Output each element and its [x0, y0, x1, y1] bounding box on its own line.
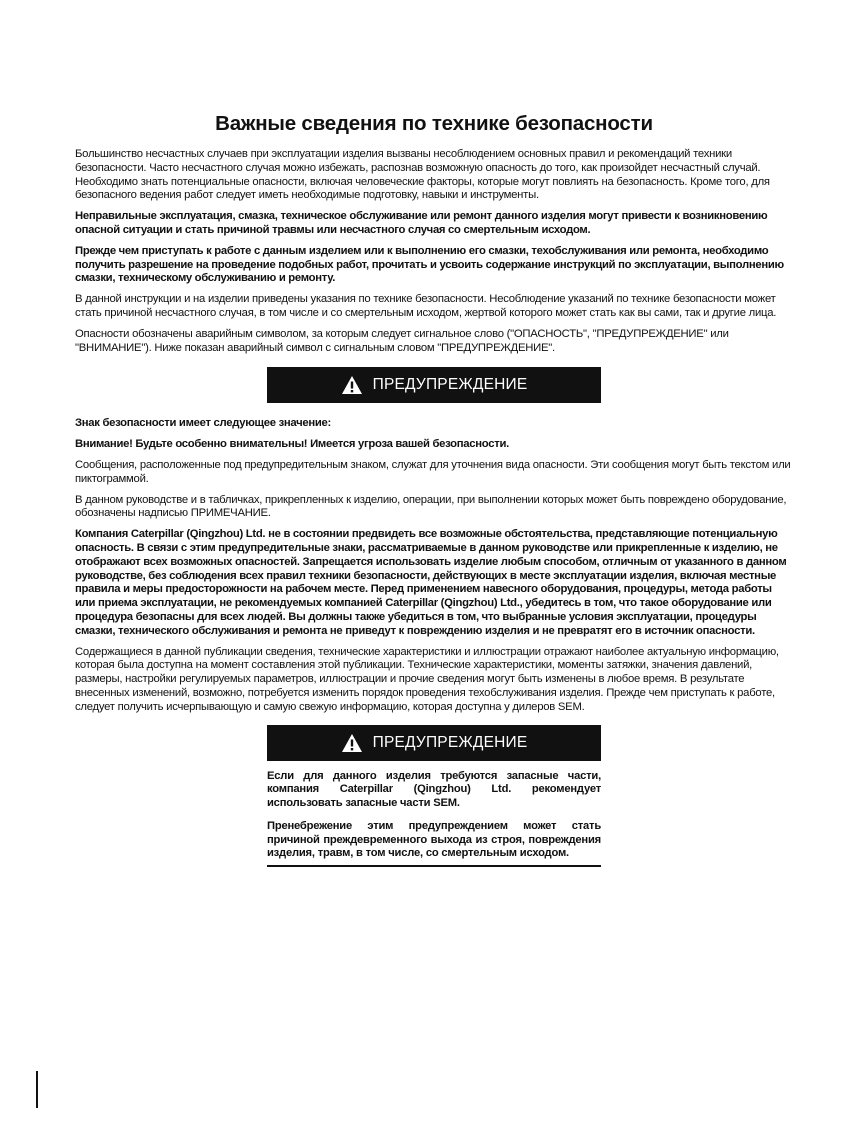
warning-neglect-text: Пренебрежение этим предупреждением может стать причиной преждевременного выхода из строя, повреждения изделия, травм, в том числе, со смертельным исходом. — [267, 820, 601, 860]
warning-banner — [267, 725, 601, 761]
paragraph-sign-meaning: Знак безопасности имеет следующее значение: — [75, 417, 331, 430]
paragraph-intro: Большинство несчастных случаев при эксплуатации изделия вызваны несоблюдением основных правил и рекомендаций техники безопасности. Часто несчастного случая можно избежать, распознав возможную опасность до того, как произойдет несчастный случай. Необходимо знать потенциальные опасности, включая человеческие факторы, которые могут повлиять на безопасность. Кроме того, для безопасного ведения работ следует иметь необходимые подготовку, навыки и инструменты. — [75, 148, 770, 202]
paragraph-caterpillar-disclaimer: Компания Caterpillar (Qingzhou) Ltd. не в состоянии предвидеть все возможные обстоятельства, представляющие потенциальную опасность. В связи с этим предупредительные знаки, рассматриваемые в данном руководстве или прикрепленные к изделию, не отображают всех возможных опасностей. Запрещается использовать изделие любым способом, отличным от указанного в данном руководстве, без соблюдения всех правил техники безопасности, действующих в месте эксплуатации изделия, включая местные правила и меры предосторожности на рабочем месте. Перед применением навесного оборудования, процедуры, метода работы или приема эксплуатации, не рекомендуемых компанией Caterpillar (Qingzhou) Ltd., убедитесь в том, что такое оборудование или процедура безопасны для всех людей. Вы должны также убедиться в том, что выбранные условия эксплуатации, процедуры смазки, технического обслуживания и ремонта не приведут к повреждению изделия и не превратят его в источник опасности. — [75, 528, 787, 637]
warning-banner — [267, 367, 601, 403]
warning-banner-label: ПРЕДУПРЕЖДЕНИЕ — [372, 376, 528, 394]
paragraph-before-work: Прежде чем приступать к работе с данным изделием или к выполнению его смазки, техобслуживания или ремонта, необходимо получить разрешение на проведение подобных работ, прочитать и усвоить содержание инструкций по эксплуатации, выполнению смазки, техническому обслуживанию и ремонту. — [75, 244, 784, 285]
warning-box-body — [267, 761, 601, 868]
warning-triangle-icon — [341, 733, 363, 753]
page-title: Важные сведения по технике безопасности — [215, 112, 653, 135]
paragraph-safety-instructions: В данной инструкции и на изделии приведены указания по технике безопасности. Несоблюдение указаний по технике безопасности может стать причиной несчастного случая, в том числе и со смертельным исходом, жертвой которого может стать как вы сами, так и другие лица. — [75, 293, 777, 319]
warning-triangle-icon — [341, 375, 363, 395]
paragraph-note: В данном руководстве и в табличках, прикрепленных к изделию, операции, при выполнении которых может быть повреждено оборудование, обозначены надписью ПРИМЕЧАНИЕ. — [75, 493, 787, 520]
warning-banner-wrap — [267, 725, 601, 761]
paragraph-attention: Внимание! Будьте особенно внимательны! Имеется угроза вашей безопасности. — [75, 438, 509, 451]
paragraph-publication-info: Содержащиеся в данной публикации сведения, технические характеристики и иллюстрации отражают наиболее актуальную информацию, которая была доступна на момент составления этой публикации. Технические характеристики, моменты затяжки, значения давлений, размеры, настройки регулируемых параметров, иллюстрации и прочие сведения могут быть изменены в любое время. В результате внесенных изменений, возможно, потребуется изменить порядок проведения техобслуживания изделия. Прежде чем приступать к работе, следует получить исчерпывающую и самую свежую информацию, которая доступна у дилеров SEM. — [75, 645, 779, 713]
warning-box-spare-parts — [267, 725, 601, 868]
document-page — [75, 112, 793, 867]
paragraph-hazard-symbols: Опасности обозначены аварийным символом, за которым следует сигнальное слово ("ОПАСНОСТЬ", "ПРЕДУПРЕЖДЕНИЕ" или "ВНИМАНИЕ"). Ниже показан аварийный символ с сигнальным словом "ПРЕДУПРЕЖДЕНИЕ". — [75, 327, 729, 354]
page-edge-mark — [36, 1071, 38, 1108]
paragraph-improper-use: Неправильные эксплуатация, смазка, техническое обслуживание или ремонт данного изделия могут привести к возникновению опасной ситуации и стать причиной травмы или несчастного случая со смертельным исходом. — [75, 210, 768, 236]
warning-banner-example — [75, 367, 793, 403]
warning-banner-label: ПРЕДУПРЕЖДЕНИЕ — [372, 733, 528, 751]
paragraph-messages: Сообщения, расположенные под предупредительным знаком, служат для уточнения вида опасности. Эти сообщения могут быть текстом или пиктограммой. — [75, 458, 791, 485]
warning-spare-parts-text: Если для данного изделия требуются запасные части, компания Caterpillar (Qingzhou) Ltd. рекомендует использовать запасные части SEM. — [267, 769, 601, 809]
